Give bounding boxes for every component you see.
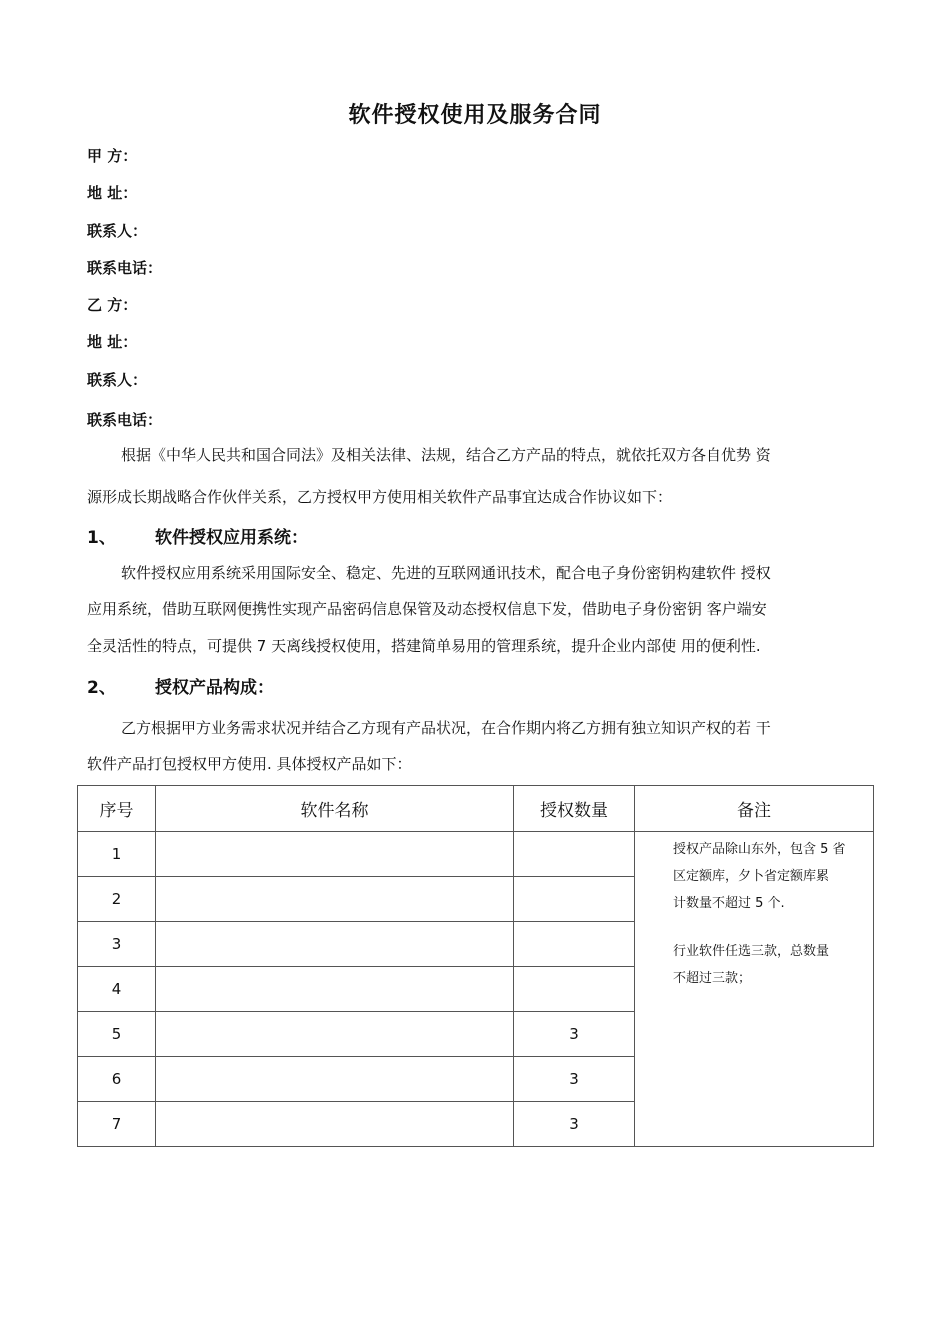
- section-2-line-2: 软件产品打包授权甲方使用. 具体授权产品如下：: [87, 755, 412, 773]
- party-a-label: 甲 方：: [87, 147, 138, 165]
- intro-line-1: 根据《中华人民共和国合同法》及相关法律、法规，结合乙方产品的特点，就依托双方各自优势 资: [121, 446, 771, 464]
- remark-line-1: 授权产品除山东外，包含 5 省: [673, 842, 846, 857]
- row-no: 6: [78, 1057, 156, 1102]
- remark-line-2: 区定额库，夕卜省定额库累: [673, 869, 830, 884]
- header-remark: 备注: [635, 786, 874, 832]
- row-software-name: [156, 922, 514, 967]
- section-1-heading: [87, 523, 308, 548]
- row-no: 1: [78, 832, 156, 877]
- page-title: 软件授权使用及服务合同: [348, 103, 602, 128]
- remark-line-3: 计数量不超过 5 个.: [673, 896, 785, 911]
- section-1-number: 1、: [87, 528, 116, 548]
- party-a-contact: 联系人：: [87, 222, 148, 240]
- row-quantity: 3: [514, 1012, 635, 1057]
- row-no: 5: [78, 1012, 156, 1057]
- intro-line-2: 源形成长期战略合作伙伴关系，乙方授权甲方使用相关软件产品事宜达成合作协议如下：: [87, 488, 673, 506]
- row-software-name: [156, 967, 514, 1012]
- party-b-phone: 联系电话：: [87, 411, 163, 429]
- row-no: 3: [78, 922, 156, 967]
- remark-cell: [635, 832, 874, 1147]
- section-2-heading: [87, 673, 274, 698]
- remark-line-5: 不超过三款；: [673, 971, 752, 986]
- row-quantity: 3: [514, 1102, 635, 1147]
- product-table: [77, 785, 874, 1147]
- party-b-label: 乙 方：: [87, 296, 138, 314]
- header-no: 序号: [78, 786, 156, 832]
- row-quantity: [514, 967, 635, 1012]
- row-software-name: [156, 1012, 514, 1057]
- row-software-name: [156, 877, 514, 922]
- table-row: [78, 832, 874, 877]
- section-1-title: 软件授权应用系统：: [155, 528, 308, 548]
- row-software-name: [156, 832, 514, 877]
- row-quantity: [514, 877, 635, 922]
- row-no: 7: [78, 1102, 156, 1147]
- section-2-line-1: 乙方根据甲方业务需求状况并结合乙方现有产品状况，在合作期内将乙方拥有独立知识产权的若 干: [121, 719, 771, 737]
- party-a-address: 地 址：: [87, 184, 138, 202]
- row-software-name: [156, 1102, 514, 1147]
- header-quantity: 授权数量: [514, 786, 635, 832]
- row-no: 2: [78, 877, 156, 922]
- section-2-title: 授权产品构成：: [155, 678, 274, 698]
- row-no: 4: [78, 967, 156, 1012]
- party-a-phone: 联系电话：: [87, 259, 163, 277]
- header-software-name: 软件名称: [156, 786, 514, 832]
- table-header-row: [78, 786, 874, 832]
- section-1-line-3: 全灵活性的特点，可提供 7 天离线授权使用，搭建简单易用的管理系统，提升企业内部使 用的便利性.: [87, 637, 761, 655]
- party-b-address: 地 址：: [87, 333, 138, 351]
- row-quantity: [514, 832, 635, 877]
- remark-line-4: 行业软件任选三款，总数量: [673, 944, 830, 959]
- row-quantity: 3: [514, 1057, 635, 1102]
- section-1-line-1: 软件授权应用系统采用国际安全、稳定、先进的互联网通讯技术，配合电子身份密钥构建软件 授权: [121, 564, 771, 582]
- section-2-number: 2、: [87, 678, 116, 698]
- remark-spacer: [673, 917, 869, 938]
- row-software-name: [156, 1057, 514, 1102]
- party-b-contact: 联系人：: [87, 371, 148, 389]
- row-quantity: [514, 922, 635, 967]
- section-1-line-2: 应用系统，借助互联网便携性实现产品密码信息保管及动态授权信息下发，借助电子身份密钥 客户端安: [87, 600, 767, 618]
